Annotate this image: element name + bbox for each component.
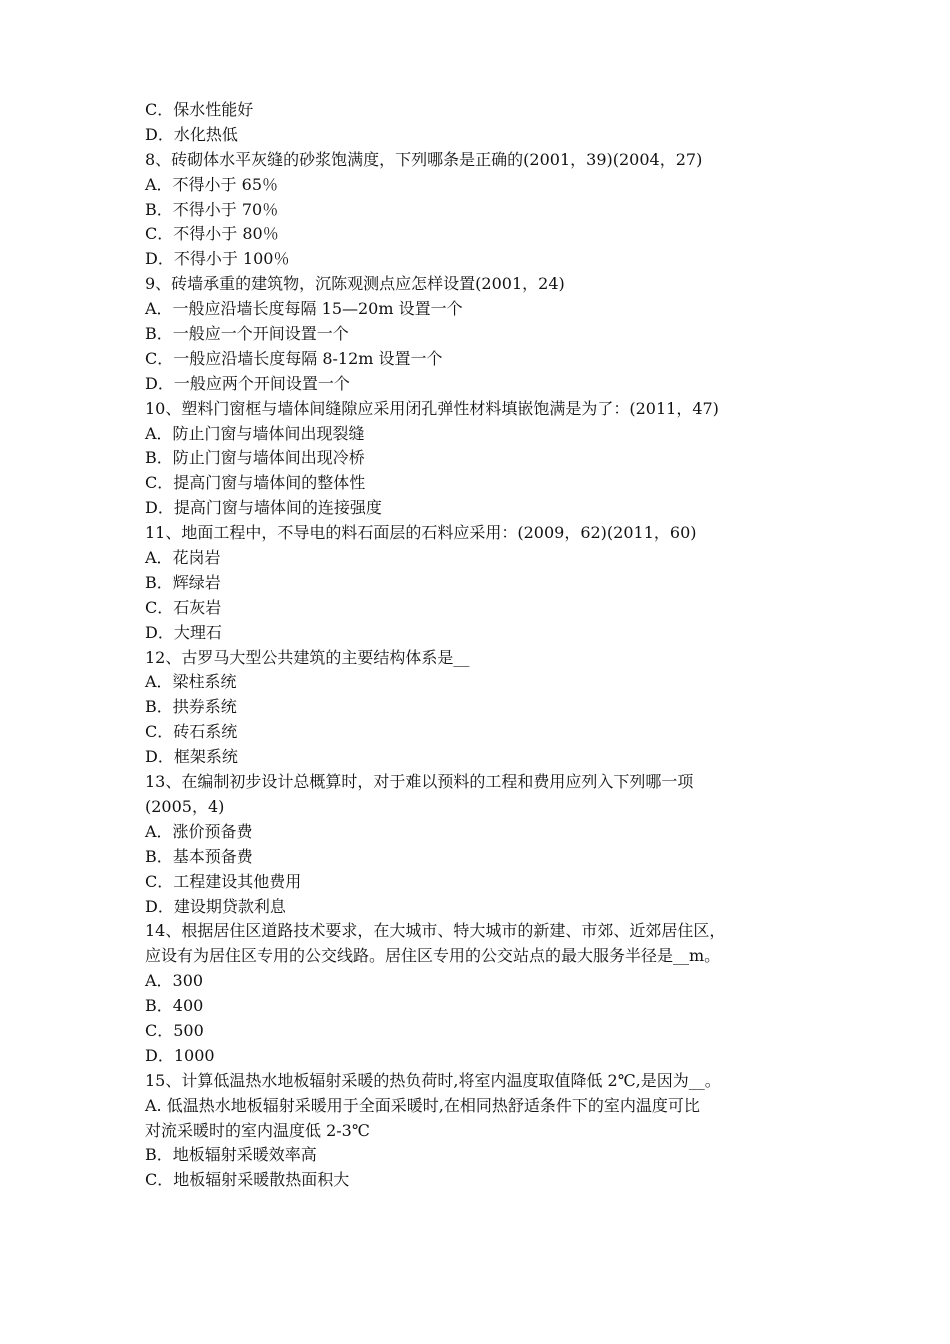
question-14-option-a: A．300 bbox=[145, 971, 204, 991]
option-d-line: D．水化热低 bbox=[145, 124, 238, 144]
option-c-line: C．保水性能好 bbox=[145, 100, 254, 119]
question-13-continued: (2005，4) bbox=[145, 796, 225, 816]
question-12-option-a: A．梁柱系统 bbox=[145, 672, 237, 692]
question-9-option-d: D．一般应两个开间设置一个 bbox=[145, 373, 350, 393]
question-8-option-a: A．不得小于 65％ bbox=[145, 174, 279, 194]
question-8: 8、砖砌体水平灰缝的砂浆饱满度，下列哪条是正确的(2001，39)(2004，27) bbox=[145, 149, 703, 169]
question-8-option-b: B．不得小于 70％ bbox=[145, 199, 279, 219]
question-8-option-c: C．不得小于 80％ bbox=[145, 224, 279, 244]
question-11-option-b: B．辉绿岩 bbox=[145, 572, 221, 592]
question-10-option-b: B．防止门窗与墙体间出现冷桥 bbox=[145, 448, 365, 468]
question-10-option-d: D．提高门窗与墙体间的连接强度 bbox=[145, 498, 382, 518]
question-15-option-c: C．地板辐射采暖散热面积大 bbox=[145, 1170, 350, 1190]
question-10-option-a: A．防止门窗与墙体间出现裂缝 bbox=[145, 423, 365, 443]
question-13-option-d: D．建设期贷款利息 bbox=[145, 896, 286, 916]
question-text-body bbox=[145, 98, 815, 1193]
question-11: 11、地面工程中，不导电的料石面层的石料应采用：(2009，62)(2011，60) bbox=[145, 523, 697, 543]
question-12-option-b: B．拱券系统 bbox=[145, 697, 237, 717]
question-11-option-a: A．花岗岩 bbox=[145, 548, 221, 568]
question-12: 12、古罗马大型公共建筑的主要结构体系是__ bbox=[145, 647, 470, 667]
question-14-option-c: C．500 bbox=[145, 1020, 204, 1040]
question-14-option-b: B．400 bbox=[145, 996, 204, 1016]
question-11-option-c: C．石灰岩 bbox=[145, 597, 222, 617]
question-12-option-d: D．框架系统 bbox=[145, 747, 238, 767]
question-13-option-c: C．工程建设其他费用 bbox=[145, 871, 302, 891]
question-13-option-b: B．基本预备费 bbox=[145, 846, 253, 866]
question-14-option-d: D．1000 bbox=[145, 1045, 215, 1065]
question-15: 15、计算低温热水地板辐射采暖的热负荷时,将室内温度取值降低 2℃,是因为__。 bbox=[145, 1070, 721, 1090]
question-15-option-a: A. 低温热水地板辐射采暖用于全面采暖时,在相同热舒适条件下的室内温度可比 bbox=[145, 1095, 700, 1115]
question-15-option-a-continued: 对流采暖时的室内温度低 2-3℃ bbox=[145, 1120, 370, 1140]
question-13: 13、在编制初步设计总概算时，对于难以预料的工程和费用应列入下列哪一项 bbox=[145, 772, 694, 792]
question-15-option-b: B．地板辐射采暖效率高 bbox=[145, 1145, 317, 1165]
question-8-option-d: D．不得小于 100％ bbox=[145, 249, 290, 269]
question-9: 9、砖墙承重的建筑物，沉陈观测点应怎样设置(2001，24) bbox=[145, 274, 565, 294]
question-11-option-d: D．大理石 bbox=[145, 622, 222, 642]
question-13-option-a: A．涨价预备费 bbox=[145, 821, 253, 841]
question-10-option-c: C．提高门窗与墙体间的整体性 bbox=[145, 473, 366, 493]
question-10: 10、塑料门窗框与墙体间缝隙应采用闭孔弹性材料填嵌饱满是为了：(2011，47) bbox=[145, 398, 719, 418]
question-14-continued: 应设有为居住区专用的公交线路。居住区专用的公交站点的最大服务半径是__m。 bbox=[145, 946, 721, 966]
question-9-option-c: C．一般应沿墙长度每隔 8-12m 设置一个 bbox=[145, 348, 443, 368]
question-9-option-a: A．一般应沿墙长度每隔 15—20m 设置一个 bbox=[145, 299, 463, 319]
question-9-option-b: B．一般应一个开间设置一个 bbox=[145, 324, 349, 344]
question-12-option-c: C．砖石系统 bbox=[145, 722, 238, 742]
question-14: 14、根据居住区道路技术要求，在大城市、特大城市的新建、市郊、近郊居住区， bbox=[145, 921, 726, 941]
